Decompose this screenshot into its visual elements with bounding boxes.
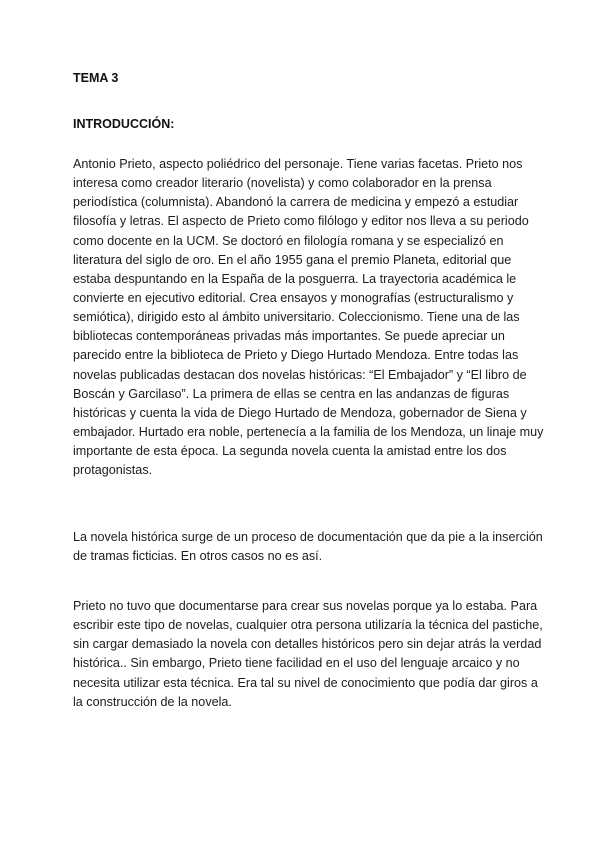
- text-line: Prieto no tuvo que documentarse para crear sus novelas porque ya lo estaba. Para: [73, 599, 538, 613]
- text-line: La novela histórica surge de un proceso de documentación que da pie a la inserción: [73, 530, 543, 544]
- text-line: la construcción de la novela.: [73, 694, 232, 709]
- text-line: protagonistas.: [73, 463, 153, 478]
- text-line: de tramas ficticias. En otros casos no es así.: [73, 549, 323, 564]
- text-line: histórica.. Sin embargo, Prieto tiene facilidad en el uso del lenguaje arcaico y no: [73, 656, 520, 671]
- text-line: sin cargar demasiado la novela con detalles históricos pero sin dejar atrás la verdad: [73, 637, 542, 652]
- paragraph: [73, 155, 543, 480]
- document-title: TEMA 3: [73, 71, 119, 85]
- text-line: interesa como creador literario (novelista) y como colaborador en la prensa: [73, 176, 492, 191]
- paragraph: [73, 597, 543, 712]
- text-line: Boscán y Garcilaso”. La primera de ellas se centra en las andanzas de figuras: [73, 386, 510, 401]
- text-line: estaba despuntando en la España de la posguerra. La trayectoria académica le: [73, 271, 517, 286]
- text-line: periodística (columnista). Abandonó la carrera de medicina y empezó a estudiar: [73, 195, 519, 210]
- text-line: históricas y cuenta la vida de Diego Hurtado de Mendoza, gobernador de Siena y: [73, 405, 527, 420]
- section-heading: INTRODUCCIÓN:: [73, 117, 175, 131]
- text-line: importante de esta época. La segunda novela cuenta la amistad entre los dos: [73, 444, 507, 459]
- paragraph: [73, 528, 543, 566]
- text-line: bibliotecas contemporáneas privadas más importantes. Se puede apreciar un: [73, 329, 505, 344]
- text-line: filosofía y letras. El aspecto de Prieto como filólogo y editor nos lleva a su periodo: [73, 214, 529, 229]
- text-line: novelas publicadas destacan dos novelas históricas: “El Embajador” y “El libro de: [73, 367, 527, 382]
- text-line: escribir este tipo de novelas, cualquier otra persona utilizaría la técnica del pastiche,: [73, 618, 543, 633]
- text-line: parecido entre la biblioteca de Prieto y Diego Hurtado Mendoza. Entre todas las: [73, 348, 519, 363]
- text-line: como docente en la UCM. Se doctoró en filología romana y se especializó en: [73, 233, 504, 248]
- text-line: convierte en ejecutivo editorial. Crea ensayos y monografías (estructuralismo y: [73, 290, 514, 305]
- text-line: semiótica), dirigido esto al ámbito universitario. Coleccionismo. Tiene una de las: [73, 310, 520, 325]
- text-line: necesita utilizar esta técnica. Era tal su nivel de conocimiento que podía dar giros a: [73, 675, 538, 690]
- text-line: embajador. Hurtado era noble, pertenecía a la familia de los Mendoza, un linaje muy: [73, 424, 544, 439]
- text-line: Antonio Prieto, aspecto poliédrico del personaje. Tiene varias facetas. Prieto nos: [73, 157, 523, 171]
- text-line: literatura del siglo de oro. En el año 1955 gana el premio Planeta, editorial que: [73, 252, 512, 267]
